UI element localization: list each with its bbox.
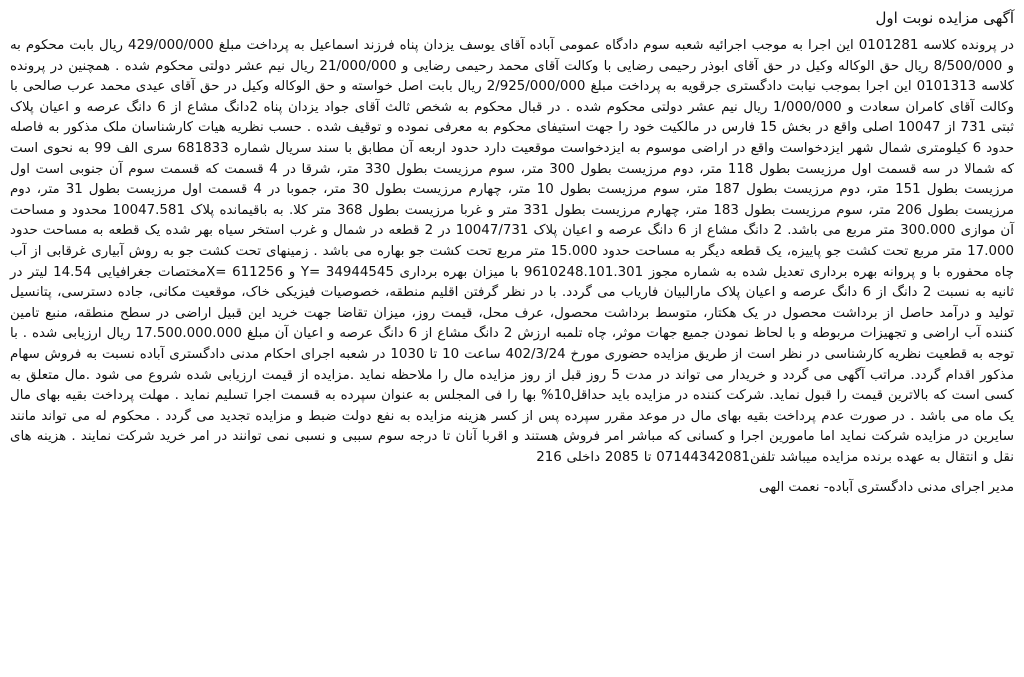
- notice-title: آگهی مزایده نوبت اول: [875, 9, 1014, 27]
- notice-signature: مدیر اجرای مدنی دادگستری آباده- نعمت الهی: [759, 480, 1014, 496]
- notice-body: در پرونده کلاسه 0101281 این اجرا به موجب اجرائیه شعبه سوم دادگاه عمومی آباده آقای یوسف یزدان پناه فرزند اسماعیل به پرداخت مبلغ 429/000/000 ریال بابت محکوم به و 8/500/000 ریال حق الوکاله وکیل در حق آقای ابوذر رحیمی رضایی با وکالت آقای محمد رحیمی رضایی و 21/000/000 ریال نیم عشر دولتی محکوم شده . همچنین در پرونده کلاسه 0101313 این اجرا بموجب نیابت دادگستری جرقویه به پرداخت مبلغ 2/925/000/000 ریال بابت اصل خواسته و حق الوکاله وکیل در حق آقای عیدی محمد عرب صالحی با وکالت آقای کامران سعادت و 1/000/000 ریال نیم عشر دولتی محکوم شده . در قبال محکوم به شخص ثالث آقای جواد یزدان پناه 2دانگ مشاع از 6 دانگ عرصه و اعیان پلاک ثبتی 731 از 10047 اصلی واقع در بخش 15 فارس در مالکیت خود را جهت استیفای محکوم به معرفی نموده و توقیف شده . حسب نظریه هیات کارشناسان ملک مذکور به فاصله حدود 6 کیلومتری شمال شهر ایزدخواست واقع در اراضی موسوم به ایزدخواست موقعیت دارد حدود اربعه آن مطابق با سند سریال شماره 681833 سری الف 99 به نحوی است که شمالا در سه قسمت اول مرزیست بطول 118 متر، دوم مرزیست بطول 300 متر، سوم مرزیست بطول 330 متر، شرقا در 4 قسمت که قسمت سوم آن جنوبی است اول مرزیست بطول 151 متر، دوم مرزیست بطول 187 متر، سوم مرزیست بطول 10 متر، چهارم مرزیست بطول 30 متر، جموبا در 4 قسمت اول مرزیست بطول 31 متر، دوم مرزیست بطول 206 متر، سوم مرزیست بطول 183 متر، چهارم مرزیست بطول 331 متر و غربا مرزیست بطول 368 متر کلا. به باقیمانده پلاک 10047.581 محدود و مساحت آن موازی 300.000 متر مربع می باشد. 2 دانگ مشاع از 6 دانگ عرصه و اعیان پلاک 10047/731 در 2 قطعه در شمال و غرب استخر سیاه بهر شده یک قطعه به مساحت حدود 17.000 متر مربع تحت کشت جو پاییزه، یک قطعه دیگر به مساحت حدود 15.000 متر مربع تحت کشت جو بهاره می باشد . زمینهای تحت کشت جو به روش آبیاری غرقابی از آب چاه محفوره با و پروانه بهره برداری تعدیل شده به شماره مجوز 9610248.101.301 با میزان بهره برداری Y= 34944545 و 611256 =Xمختصات جغرافیایی 14.54 لیتر در ثانیه به نسبت 2 دانگ از 6 دانگ عرصه و اعیان پلاک مارالبیان فاریاب می گردد. با در نظر گرفتن اقلیم منطقه، خصوصیات فیزیکی خاک، موقعیت مکانی، جاده دسترسی، پتانسیل تولید و درآمد حاصل از برداشت محصول در یک هکتار، متوسط برداشت محصول، عرف محل، قیمت روز، میزان تقاضا جهت خرید این قبیل اراضی در سطح منطقه، منبع تامین کننده آب اراضی و تجهیزات مربوطه و با لحاظ نمودن جمیع جهات موثر، چاه تلمبه ارزش 2 دانگ مشاع از 6 دانگ عرصه و اعیان آن مبلغ 17.500.000.000 ریال ارزیابی شده . با توجه به قطعیت نظریه کارشناسی در نظر است از طریق مزایده حضوری مورخ 402/3/24 ساعت 10 تا 1030 در شعبه اجرای احکام مدنی دادگستری آباده نسبت به فروش سهام مذکور اقدام گردد. مراتب آگهی می گردد و خریدار می تواند در مدت 5 روز قبل از روز مزایده مال را ملاحظه نماید .مزایده از قیمت ارزیابی شده شروع می شود .مال متعلق به کسی است که بالاترین قیمت را قبول نماید. شرکت کننده در مزایده باید حداقل10% بها را فی المجلس به عنوان سپرده به قسمت اجرا تسلیم نماید . مهلت پرداخت بقیه بهای مال یک ماه می باشد . در صورت عدم پرداخت بقیه بهای مال در موعد مقرر سپرده پس از کسر هزینه مزایده به نفع دولت ضبط و مزایده تجدید می گردد . محکوم له می تواند مانند سایرین در مزایده شرکت نماید اما مامورین اجرا و کسانی که مباشر امر فروش هستند و اقربا آنان تا درجه سوم سببی و نسبی نمی توانند در امر خرید شرکت نمایند . هزینه های نقل و انتقال به عهده برنده مزایده میباشد تلفن07144342081 تا 2085 داخلی 216: [10, 38, 1015, 465]
